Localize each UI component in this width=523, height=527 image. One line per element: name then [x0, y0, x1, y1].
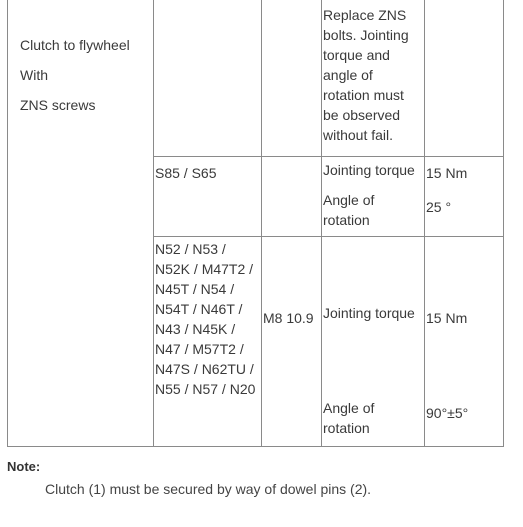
bolt-grade: M8 10.9 — [263, 310, 314, 326]
description-line: ZNS screws — [20, 97, 96, 113]
engine-list-line: N47S / N62TU / — [155, 361, 254, 377]
engine-list: S85 / S65 — [155, 165, 217, 181]
instruction-line: Replace ZNS — [323, 7, 407, 23]
angle-label-line: Angle of — [323, 192, 375, 208]
angle-value: 25 ° — [426, 199, 452, 215]
instruction-line: angle of — [323, 67, 373, 83]
description-line: Clutch to flywheel — [20, 37, 130, 53]
jointing-torque-value: 15 Nm — [426, 310, 468, 326]
angle-label-line: Angle of — [323, 400, 375, 416]
engine-list-line: N52 / N53 / — [155, 241, 226, 257]
engine-list-line: N45T / N54 / — [155, 281, 235, 297]
engine-list-line: N47 / M57T2 / — [155, 341, 244, 357]
jointing-torque-label: Jointing torque — [323, 305, 415, 321]
spec-label-cell — [322, 237, 425, 447]
instruction-line: bolts. Jointing — [323, 27, 409, 43]
value-cell — [425, 0, 504, 157]
torque-spec-table — [7, 0, 504, 447]
component-description-cell — [8, 0, 154, 447]
spec-value-cell — [425, 237, 504, 447]
engines-cell — [154, 237, 262, 447]
engine-list-line: N54T / N46T / — [155, 301, 243, 317]
instruction-line: without fail. — [323, 127, 394, 143]
table-row — [8, 0, 504, 157]
engine-list-line: N43 / N45K / — [155, 321, 236, 337]
angle-label-line: rotation — [323, 420, 370, 436]
angle-value: 90°±5° — [426, 405, 469, 421]
engine-list-line: N52K / M47T2 / — [155, 261, 254, 277]
spec-value-cell — [425, 157, 504, 237]
engines-cell — [154, 157, 262, 237]
instruction-cell — [322, 0, 425, 157]
instruction-line: torque and — [323, 47, 390, 63]
jointing-torque-value: 15 Nm — [426, 165, 468, 181]
spec-label-cell — [322, 157, 425, 237]
instruction-line: be observed — [323, 107, 401, 123]
jointing-torque-label: Jointing torque — [323, 162, 415, 178]
engine-list-line: N55 / N57 / N20 — [155, 381, 256, 397]
bolt-cell — [262, 237, 322, 447]
angle-label-line: rotation — [323, 212, 370, 228]
bolt-cell — [262, 0, 322, 157]
bolt-cell — [262, 157, 322, 237]
instruction-line: rotation must — [323, 87, 404, 103]
note-heading: Note: — [7, 459, 41, 474]
note-text: Clutch (1) must be secured by way of dowel pins (2). — [45, 481, 372, 497]
engines-cell — [154, 0, 262, 157]
description-line: With — [20, 67, 48, 83]
